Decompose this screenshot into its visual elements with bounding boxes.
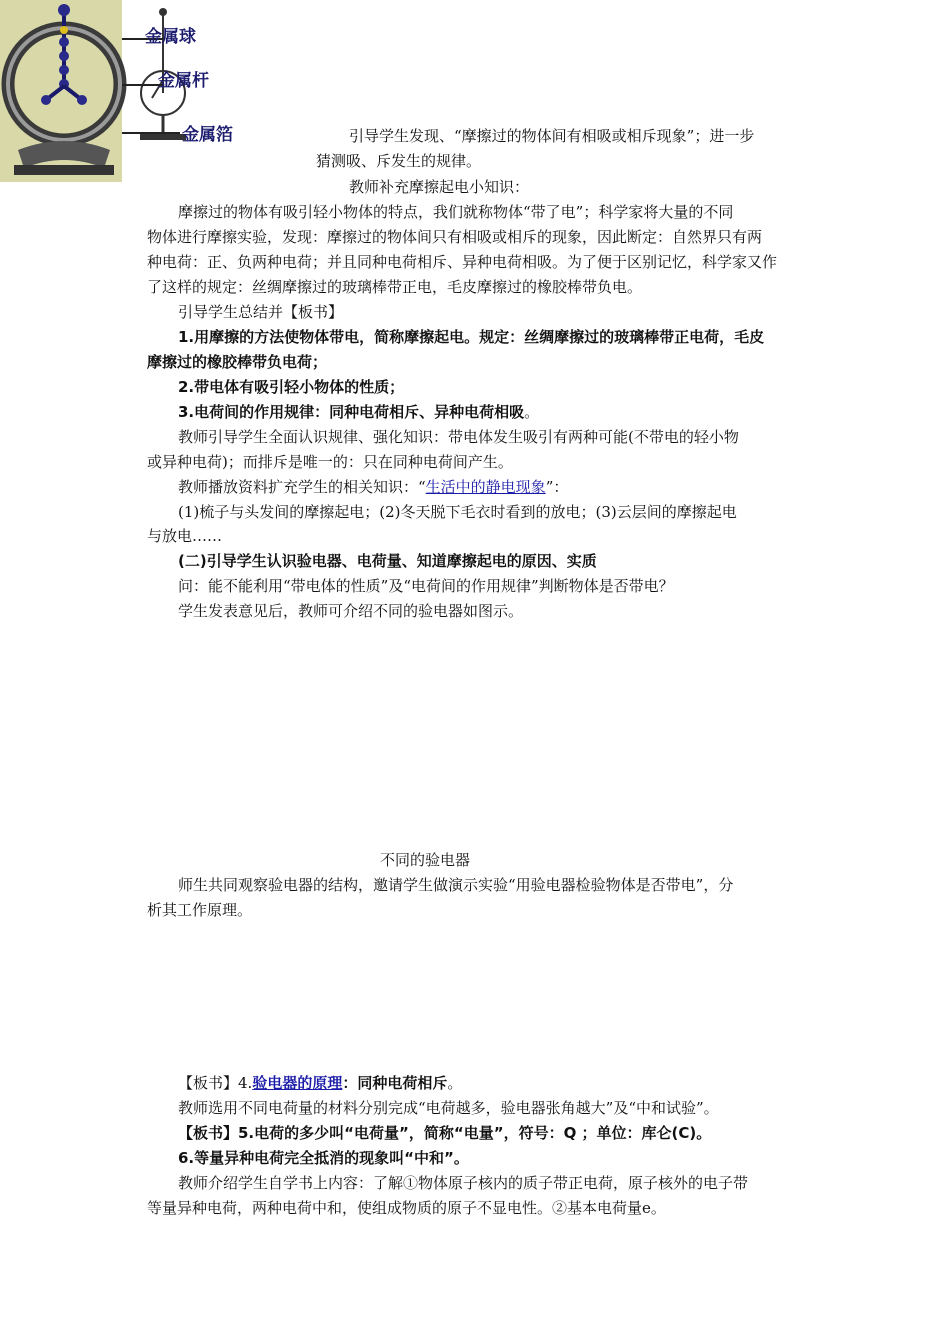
- metal-ball: [58, 4, 70, 16]
- text-line: 学生发表意见后，教师可介绍不同的验电器如图示。: [178, 602, 524, 620]
- text-line: 与放电……: [147, 527, 223, 545]
- text-line: 等量异种电荷，两种电荷中和，使组成物质的原子不显电性。②基本电荷量e。: [147, 1199, 666, 1217]
- figure-caption: 不同的验电器: [380, 851, 471, 869]
- label-metal-foil: 金属箔: [182, 125, 233, 145]
- text-line: 或异种电荷)；而排斥是唯一的：只在同种电荷间产生。: [147, 453, 513, 471]
- label-metal-ball: 金属球: [145, 27, 196, 47]
- electroscope-principle-link[interactable]: 验电器的原理: [252, 1074, 343, 1092]
- text-line: (1)梳子与头发间的摩擦起电；(2)冬天脱下毛衣时看到的放电；(3)云层间的摩擦起电: [178, 503, 737, 521]
- text-line: 师生共同观察验电器的结构，邀请学生做演示实验“用验电器检验物体是否带电”，分: [178, 876, 734, 894]
- bold-line: 摩擦过的橡胶棒带负电荷；: [147, 353, 328, 371]
- text-line: 教师补充摩擦起电小知识：: [349, 178, 530, 196]
- bold-line: 6.等量异种电荷完全抵消的现象叫“中和”。: [178, 1149, 469, 1167]
- text-line: 摩擦过的物体有吸引轻小物体的特点，我们就称物体“带了电”；科学家将大量的不同: [178, 203, 734, 221]
- text-line: 引导学生发现、“摩擦过的物体间有相吸或相斥现象”；进一步: [349, 127, 755, 145]
- bold-line: 1.用摩擦的方法使物体带电，简称摩擦起电。规定：丝绸摩擦过的玻璃棒带正电荷，毛皮: [178, 328, 765, 346]
- text-line: 3.电荷间的作用规律：同种电荷相斥、异种电荷相吸。: [178, 403, 540, 421]
- text-line: 教师介绍学生自学书上内容：了解①物体原子核内的质子带正电荷，原子核外的电子带: [178, 1174, 749, 1192]
- text-line: 教师选用不同电荷量的材料分别完成“电荷越多，验电器张角越大”及“中和试验”。: [178, 1099, 719, 1117]
- text-line: 种电荷：正、负两种电荷；并且同种电荷相斥、异种电荷相吸。为了便于区别记忆，科学家又作: [147, 253, 778, 271]
- text-line: 引导学生总结并【板书】: [178, 303, 344, 321]
- text-line: 析其工作原理。: [147, 901, 253, 919]
- text-line: 教师引导学生全面认识规律、强化知识：带电体发生吸引有两种可能(不带电的轻小物: [178, 428, 739, 446]
- electroscope-figure: [0, 0, 240, 182]
- section-heading: (二)引导学生认识验电器、电荷量、知道摩擦起电的原因、实质: [178, 552, 597, 570]
- text-line: 教师播放资料扩充学生的相关知识：“生活中的静电现象”：: [178, 478, 569, 496]
- bold-span: 3.电荷间的作用规律：同种电荷相斥、异种电荷相吸: [178, 403, 525, 421]
- text-line: 问：能不能利用“带电体的性质”及“电荷间的作用规律”判断物体是否带电？: [178, 577, 674, 595]
- text-line: 了这样的规定：丝绸摩擦过的玻璃棒带正电，毛皮摩擦过的橡胶棒带负电。: [147, 278, 643, 296]
- label-metal-rod: 金属杆: [158, 71, 209, 91]
- text-line: 【板书】4.验电器的原理：同种电荷相斥。: [178, 1074, 463, 1092]
- text-line: 物体进行摩擦实验，发现：摩擦过的物体间只有相吸或相斥的现象，因此断定：自然界只有两: [147, 228, 763, 246]
- text-line: 猜测吸、斥发生的规律。: [316, 152, 482, 170]
- bold-line: 【板书】5.电荷的多少叫“电荷量”，简称“电量”，符号：Q ；单位：库仑(C)。: [178, 1124, 712, 1142]
- bold-line: 2.带电体有吸引轻小物体的性质；: [178, 378, 405, 396]
- static-electricity-link[interactable]: 生活中的静电现象: [425, 478, 546, 496]
